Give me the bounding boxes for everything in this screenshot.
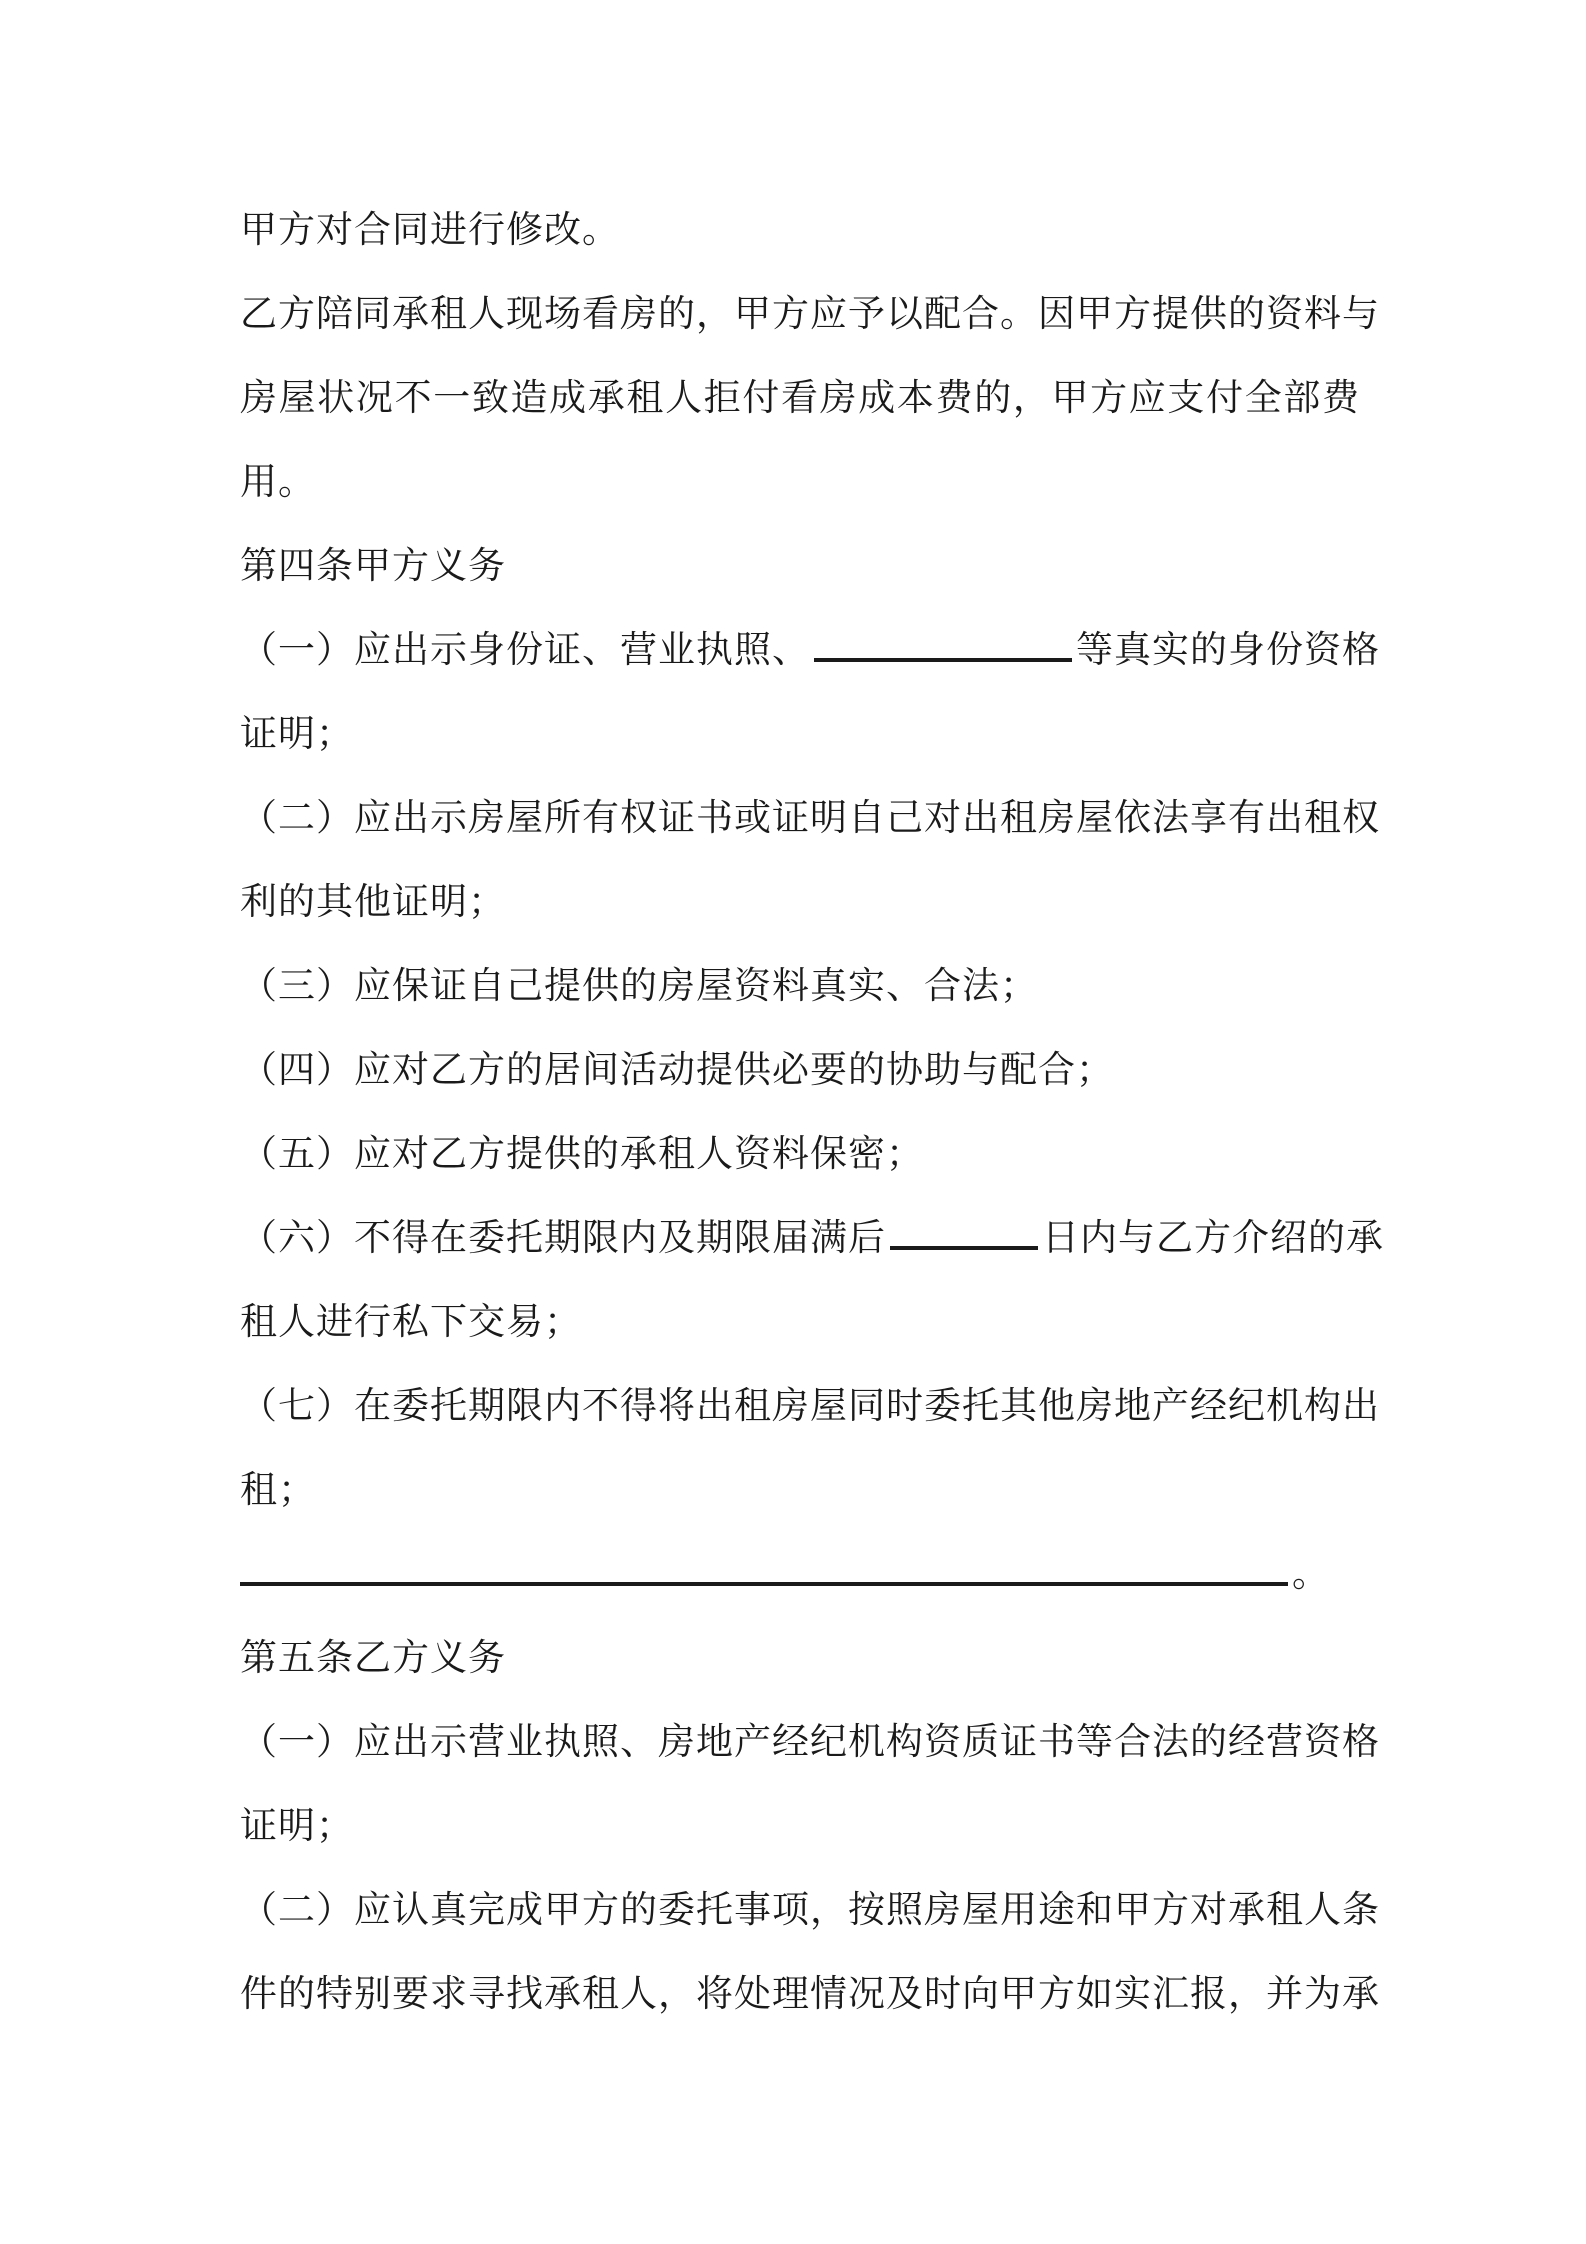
article-4-item-2: （二）应出示房屋所有权证书或证明自己对出租房屋依法享有出租权 <box>240 796 1380 839</box>
article-4-heading: 第四条甲方义务 <box>240 544 506 587</box>
article-4-item-3: （三）应保证自己提供的房屋资料真实、合法； <box>240 964 1038 1007</box>
article-5-heading: 第五条乙方义务 <box>240 1636 506 1679</box>
article-5-item-2: （二）应认真完成甲方的委托事项，按照房屋用途和甲方对承租人条 <box>240 1888 1380 1931</box>
fill-in-blank[interactable] <box>814 618 1072 662</box>
paragraph-line: 利的其他证明； <box>240 880 506 923</box>
article-4-item-4: （四）应对乙方的居间活动提供必要的协助与配合； <box>240 1048 1114 1091</box>
item-text: （一）应出示身份证、营业执照、 <box>240 628 810 671</box>
paragraph-line: 房屋状况不一致造成承租人拒付看房成本费的，甲方应支付全部费 <box>240 376 1360 419</box>
paragraph-line: 件的特别要求寻找承租人，将处理情况及时向甲方如实汇报，并为承 <box>240 1972 1380 2015</box>
item-text: 日内与乙方介绍的承 <box>1042 1216 1384 1259</box>
article-4-item-5: （五）应对乙方提供的承租人资料保密； <box>240 1132 924 1175</box>
paragraph-line: 租人进行私下交易； <box>240 1300 582 1343</box>
item-text: （六）不得在委托期限内及期限届满后 <box>240 1216 886 1259</box>
paragraph-line: 证明； <box>240 712 354 755</box>
document-page <box>240 188 1384 2036</box>
article-4-item-8 <box>240 1532 1360 1616</box>
item-text: 等真实的身份资格 <box>1076 628 1380 671</box>
article-4-item-7: （七）在委托期限内不得将出租房屋同时委托其他房地产经纪机构出 <box>240 1384 1380 1427</box>
fill-in-blank[interactable] <box>240 1542 1288 1586</box>
paragraph-line: 乙方陪同承租人现场看房的，甲方应予以配合。因甲方提供的资料与 <box>240 292 1380 335</box>
paragraph-line: 甲方对合同进行修改。 <box>240 208 620 251</box>
paragraph-line: 证明； <box>240 1804 354 1847</box>
paragraph-line: 用。 <box>240 460 316 503</box>
paragraph-line: 租； <box>240 1468 316 1511</box>
article-4-item-6 <box>240 1196 1384 1280</box>
fill-in-blank[interactable] <box>890 1206 1038 1250</box>
article-4-item-1 <box>240 608 1380 692</box>
item-text: 。 <box>1292 1552 1330 1595</box>
article-5-item-1: （一）应出示营业执照、房地产经纪机构资质证书等合法的经营资格 <box>240 1720 1380 1763</box>
